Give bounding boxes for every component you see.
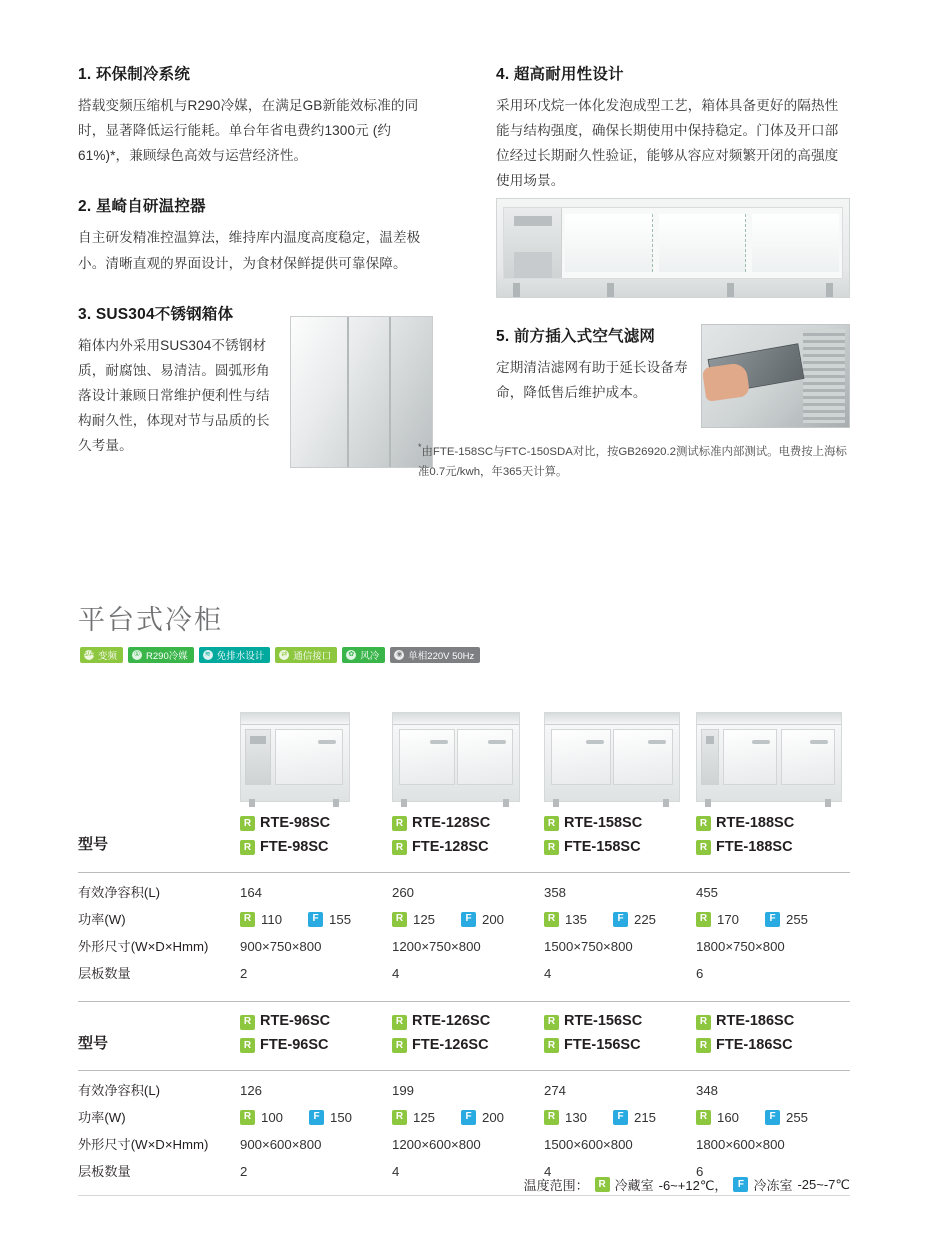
spec-row-power-g2 — [78, 1104, 850, 1131]
power-r: 130 — [565, 1110, 588, 1125]
power-g2-c3 — [544, 1104, 696, 1131]
inverter-icon: s/A — [84, 651, 95, 658]
feature-5-body: 定期清洁滤网有助于延长设备寿命，降低售后维护成本。 — [496, 359, 688, 400]
model-rte: RTE-188SC — [716, 815, 795, 831]
spec-label-shelves: 层板数量 — [78, 1164, 131, 1180]
plug-icon: ◉ — [396, 651, 403, 658]
product-image-2 — [392, 712, 544, 802]
volume-g1-c2: 260 — [392, 884, 415, 900]
air-filter-photo — [701, 324, 850, 428]
model-fte: FTE-158SC — [564, 838, 641, 855]
tag-no-drain — [199, 647, 271, 663]
model-row-group2 — [78, 1002, 850, 1058]
power-g1-c1 — [240, 906, 392, 933]
spec-row-volume-g1 — [78, 879, 850, 906]
volume-g2-c4: 348 — [696, 1082, 719, 1098]
footnote-asterisk: * — [418, 442, 422, 452]
badge-r: R — [544, 816, 559, 831]
feature-2 — [78, 194, 433, 275]
model-rte: RTE-186SC — [716, 1013, 795, 1030]
shelves-g2-c3: 4 — [544, 1164, 552, 1180]
model-cell-g2-c1 — [240, 1010, 392, 1058]
badge-r: R — [544, 1110, 559, 1125]
dimension-g1-c1: 900×750×800 — [240, 938, 322, 954]
badge-f: F — [733, 1177, 748, 1192]
power-g1-c4 — [696, 906, 858, 933]
spec-label-power: 功率(W) — [78, 1110, 126, 1125]
spec-row-dimension-g1 — [78, 933, 850, 960]
power-f: 200 — [482, 1110, 505, 1125]
tag-air-cooled — [342, 647, 385, 663]
power-f: 255 — [786, 1110, 809, 1125]
model-cell-g1-c4 — [696, 812, 858, 860]
feature-3 — [78, 302, 433, 487]
model-label: 型号 — [78, 1034, 109, 1052]
shelves-g1-c3: 4 — [544, 966, 552, 982]
spec-label-dimension: 外形尺寸(W×D×Hmm) — [78, 1137, 209, 1153]
feature-2-body: 自主研发精准控温算法，维持库内温度高度稳定，温差极小。清晰直观的界面设计，为食材保鲜提供可靠保障。 — [78, 230, 421, 271]
badge-r: R — [696, 840, 711, 855]
tag-label: 通信接口 — [293, 651, 332, 662]
stainless-steel-cabinet-photo — [290, 316, 433, 468]
r290-icon: ① — [133, 651, 141, 658]
temp-freeze — [733, 1175, 850, 1194]
dimension-g2-c4: 1800×600×800 — [696, 1137, 785, 1153]
shelves-g1-c1: 2 — [240, 966, 248, 982]
model-rte: RTE-156SC — [564, 1013, 643, 1030]
power-f: 215 — [634, 1110, 657, 1125]
product-image-3 — [544, 712, 696, 802]
fan-icon: ✿ — [346, 650, 356, 660]
footnote-text: 由FTE-158SC与FTC-150SDA对比，按GB26920.2测试标准内部测试。电费按上海标准0.7元/kwh，年365天计算。 — [418, 445, 847, 478]
volume-g2-c2: 199 — [392, 1082, 415, 1098]
feature-3-title: 3. SUS304不锈钢箱体 — [78, 305, 234, 323]
power-f: 225 — [634, 911, 657, 927]
badge-r: R — [240, 816, 255, 831]
cold-label: 冷藏室 — [614, 1178, 654, 1193]
dimension-g1-c4: 1800×750×800 — [696, 938, 785, 954]
tag-label: R290冷媒 — [146, 651, 188, 662]
undercounter-display-photo — [496, 198, 850, 298]
badge-f: F — [461, 1110, 476, 1125]
feature-1-title: 1. 环保制冷系统 — [78, 66, 191, 83]
spec-row-volume-g2 — [78, 1077, 850, 1104]
spec-label-volume: 有效净容积(L) — [78, 884, 161, 900]
model-fte: FTE-188SC — [716, 838, 793, 855]
temperature-range-footer — [78, 1175, 850, 1194]
tag-label: 单相220V 50Hz — [408, 651, 475, 662]
feature-tag-row — [80, 647, 480, 663]
volume-g1-c1: 164 — [240, 884, 263, 900]
shelves-g2-c4: 6 — [696, 1164, 704, 1180]
model-rte: RTE-96SC — [260, 1013, 331, 1030]
model-cell-g2-c4 — [696, 1010, 858, 1058]
model-cell-g2-c2 — [392, 1010, 544, 1058]
volume-g1-c3: 358 — [544, 884, 567, 900]
model-fte: FTE-126SC — [412, 1037, 489, 1054]
shelves-g2-c2: 4 — [392, 1164, 400, 1180]
badge-r: R — [240, 1015, 255, 1030]
power-r: 135 — [565, 911, 588, 927]
power-g2-c1 — [240, 1104, 392, 1131]
product-spec-table — [78, 690, 850, 1196]
badge-r: R — [392, 912, 407, 927]
spec-row-shelves-g1 — [78, 960, 850, 987]
badge-r: R — [392, 816, 407, 831]
badge-f: F — [765, 912, 780, 927]
model-cell-g2-c3 — [544, 1010, 696, 1058]
product-image-row — [78, 690, 850, 802]
features-left-column — [78, 62, 433, 513]
dimension-g2-c2: 1200×600×800 — [392, 1137, 481, 1153]
power-g1-c3 — [544, 906, 696, 933]
model-row-group1 — [78, 812, 850, 860]
volume-g2-c1: 126 — [240, 1082, 263, 1098]
badge-f: F — [613, 912, 628, 927]
spec-label-shelves: 层板数量 — [78, 966, 131, 982]
feature-3-body: 箱体内外采用SUS304不锈钢材质，耐腐蚀、易清洁。圆弧形角落设计兼顾日常维护便利性与结构耐久性，体现对节与品质的长久考量。 — [78, 337, 270, 454]
badge-f: F — [613, 1110, 628, 1125]
badge-r: R — [544, 912, 559, 927]
power-g1-c2 — [392, 906, 544, 933]
feature-4 — [496, 62, 850, 298]
freeze-label: 冷冻室 — [753, 1178, 793, 1193]
model-rte: RTE-126SC — [412, 1013, 491, 1030]
badge-f: F — [461, 912, 476, 927]
footnote — [418, 440, 850, 483]
badge-r: R — [392, 1110, 407, 1125]
badge-r: R — [595, 1177, 610, 1192]
communication-icon: ⇄ — [279, 650, 289, 660]
badge-r: R — [696, 1110, 711, 1125]
badge-r: R — [696, 1038, 711, 1053]
cold-range: -6~+12℃， — [658, 1178, 728, 1193]
feature-2-title: 2. 星崎自研温控器 — [78, 198, 206, 216]
power-f: 255 — [786, 911, 809, 927]
volume-g2-c3: 274 — [544, 1082, 567, 1098]
tag-label: 变频 — [98, 651, 118, 662]
power-r: 125 — [413, 1110, 436, 1125]
badge-f: F — [765, 1110, 780, 1125]
model-fte: FTE-98SC — [260, 838, 329, 855]
feature-5-title: 5. 前方插入式空气滤网 — [496, 327, 656, 345]
badge-f: F — [308, 912, 323, 927]
model-fte: FTE-128SC — [412, 838, 489, 855]
model-rte: RTE-98SC — [260, 815, 331, 831]
spec-label-power: 功率(W) — [78, 911, 126, 927]
model-fte: FTE-96SC — [260, 1037, 329, 1054]
model-fte: FTE-156SC — [564, 1037, 641, 1054]
model-fte: FTE-186SC — [716, 1037, 793, 1054]
power-g2-c4 — [696, 1104, 858, 1131]
spec-label-dimension: 外形尺寸(W×D×Hmm) — [78, 938, 209, 954]
feature-1 — [78, 62, 433, 168]
badge-r: R — [240, 912, 255, 927]
badge-f: F — [309, 1110, 324, 1125]
section-title: 平台式冷柜 — [78, 605, 223, 635]
dimension-g1-c2: 1200×750×800 — [392, 938, 481, 954]
feature-4-body: 采用环戊烷一体化发泡成型工艺，箱体具备更好的隔热性能与结构强度，确保长期使用中保持稳定。门体及开口部位经过长期耐久性验证，能够从容应对频繁开闭的高强度使用场景。 — [496, 98, 839, 189]
badge-r: R — [544, 840, 559, 855]
badge-r: R — [696, 1015, 711, 1030]
shelves-g1-c4: 6 — [696, 966, 704, 982]
model-cell-g1-c2 — [392, 812, 544, 860]
tag-label: 风冷 — [360, 651, 380, 662]
dimension-g2-c3: 1500×600×800 — [544, 1137, 633, 1153]
dimension-g2-c1: 900×600×800 — [240, 1137, 322, 1153]
water-drop-icon: ≋ — [203, 650, 213, 660]
feature-5 — [496, 324, 850, 444]
power-r: 125 — [413, 911, 436, 927]
badge-r: R — [696, 912, 711, 927]
badge-r: R — [392, 840, 407, 855]
tag-r290 — [128, 647, 194, 663]
model-cell-g1-c3 — [544, 812, 696, 860]
model-rte: RTE-158SC — [564, 815, 643, 831]
model-cell-g1-c1 — [240, 812, 392, 860]
power-f: 155 — [329, 911, 352, 927]
feature-1-body: 搭载变频压缩机与R290冷媒，在满足GB新能效标准的同时，显著降低运行能耗。单台年省电费约1300元 (约61%)*，兼顾绿色高效与运营经济性。 — [78, 98, 419, 164]
power-f: 150 — [330, 1110, 353, 1125]
badge-r: R — [240, 1038, 255, 1053]
power-r: 110 — [261, 911, 283, 927]
temp-cold — [595, 1175, 728, 1194]
model-rte: RTE-128SC — [412, 815, 491, 831]
badge-r: R — [696, 816, 711, 831]
divider-bottom — [78, 1195, 850, 1196]
product-image-1 — [240, 712, 392, 802]
product-image-4 — [696, 712, 858, 802]
features-right-column — [496, 62, 850, 470]
tag-comm-port — [275, 647, 337, 663]
badge-r: R — [544, 1015, 559, 1030]
badge-r: R — [392, 1038, 407, 1053]
feature-4-title: 4. 超高耐用性设计 — [496, 66, 624, 83]
freeze-range: -25~-7℃ — [797, 1176, 850, 1192]
spec-row-power-g1 — [78, 906, 850, 933]
spec-label-volume: 有效净容积(L) — [78, 1082, 161, 1098]
badge-r: R — [240, 840, 255, 855]
tag-power-supply — [390, 647, 480, 663]
power-g2-c2 — [392, 1104, 544, 1131]
model-label: 型号 — [78, 836, 109, 854]
dimension-g1-c3: 1500×750×800 — [544, 938, 633, 954]
badge-r: R — [544, 1038, 559, 1053]
shelves-g2-c1: 2 — [240, 1164, 248, 1180]
power-r: 100 — [261, 1110, 284, 1125]
spec-row-dimension-g2 — [78, 1131, 850, 1158]
shelves-g1-c2: 4 — [392, 966, 400, 982]
tag-label: 免排水设计 — [216, 651, 265, 662]
badge-r: R — [392, 1015, 407, 1030]
badge-r: R — [240, 1110, 255, 1125]
temp-prefix: 温度范围： — [523, 1178, 589, 1193]
power-f: 200 — [482, 911, 505, 927]
power-r: 160 — [717, 1110, 740, 1125]
power-r: 170 — [717, 911, 740, 927]
tag-inverter — [80, 647, 123, 663]
volume-g1-c4: 455 — [696, 884, 719, 900]
